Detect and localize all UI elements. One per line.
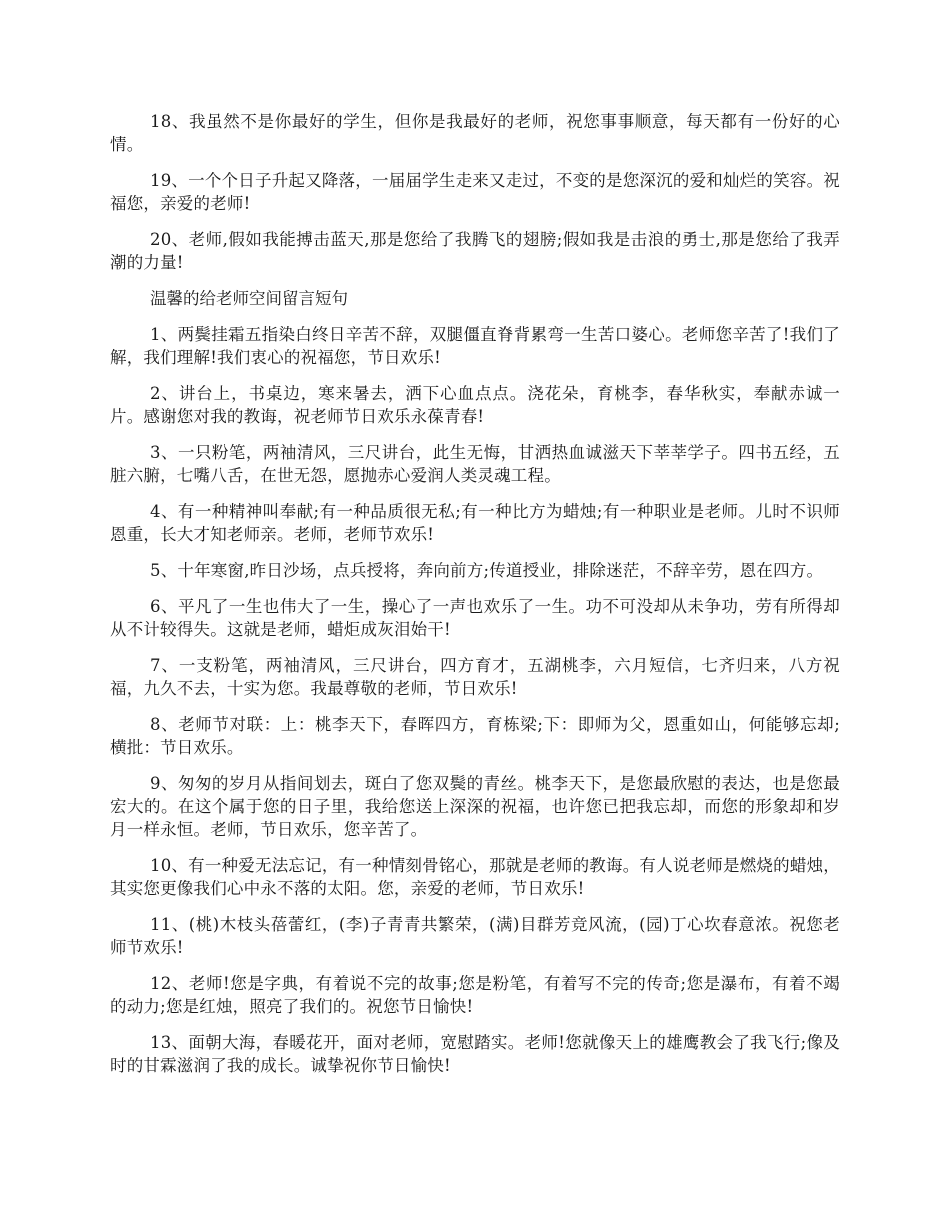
paragraph-4: 4、有一种精神叫奉献;有一种品质很无私;有一种比方为蜡烛;有一种职业是老师。儿时不识师恩重，长大才知老师亲。老师，老师节欢乐!: [110, 502, 840, 544]
paragraph-12: 12、老师!您是字典，有着说不完的故事;您是粉笔，有着写不完的传奇;您是瀑布，有着不竭的动力;您是红烛，照亮了我们的。祝您节日愉快!: [110, 974, 840, 1016]
paragraph-1: 1、两鬓挂霜五指染白终日辛苦不辞，双腿僵直脊背累弯一生苦口婆心。老师您辛苦了!我们了解，我们理解!我们衷心的祝福您，节日欢乐!: [110, 325, 840, 367]
paragraph-2: 2、讲台上，书桌边，寒来暑去，洒下心血点点。浇花朵，育桃李，春华秋实，奉献赤诚一片。感谢您对我的教诲，祝老师节日欢乐永葆青春!: [110, 384, 840, 426]
paragraph-3: 3、一只粉笔，两袖清风，三尺讲台，此生无悔，甘洒热血诚滋天下莘莘学子。四书五经，五脏六腑，七嘴八舌，在世无怨，愿抛赤心爱润人类灵魂工程。: [110, 443, 840, 485]
paragraph-7: 7、一支粉笔，两袖清风，三尺讲台，四方育才，五湖桃李，六月短信，七齐归来，八方祝福，九久不去，十实为您。我最尊敬的老师，节日欢乐!: [110, 656, 840, 698]
paragraph-5: 5、十年寒窗,昨日沙场，点兵授将，奔向前方;传道授业，排除迷茫，不辞辛劳，恩在四方。: [150, 561, 824, 580]
paragraph-6: 6、平凡了一生也伟大了一生，操心了一声也欢乐了一生。功不可没却从未争功，劳有所得却从不计较得失。这就是老师，蜡炬成灰泪始干!: [110, 597, 840, 639]
paragraph-19: 19、一个个日子升起又降落，一届届学生走来又走过，不变的是您深沉的爱和灿烂的笑容。祝福您，亲爱的老师!: [110, 171, 840, 213]
paragraph-18: 18、我虽然不是你最好的学生，但你是我最好的老师，祝您事事顺意，每天都有一份好的心情。: [110, 112, 840, 154]
paragraph-20: 20、老师,假如我能搏击蓝天,那是您给了我腾飞的翅膀;假如我是击浪的勇士,那是您给了我弄潮的力量!: [110, 230, 840, 272]
document-page: [110, 110, 840, 1090]
paragraph-8: 8、老师节对联：上：桃李天下，春晖四方，育栋梁;下：即师为父，恩重如山，何能够忘却;横批：节日欢乐。: [110, 715, 840, 757]
paragraph-10: 10、有一种爱无法忘记，有一种情刻骨铭心，那就是老师的教诲。有人说老师是燃烧的蜡烛，其实您更像我们心中永不落的太阳。您，亲爱的老师，节日欢乐!: [110, 856, 840, 898]
section-heading: 温馨的给老师空间留言短句: [150, 289, 348, 308]
paragraph-13: 13、面朝大海，春暖花开，面对老师，宽慰踏实。老师!您就像天上的雄鹰教会了我飞行;像及时的甘霖滋润了我的成长。诚挚祝你节日愉快!: [110, 1033, 840, 1075]
paragraph-11: 11、(桃)木枝头蓓蕾红，(李)子青青共繁荣，(满)目群芳竞风流，(园)丁心坎春意浓。祝您老师节欢乐!: [110, 915, 840, 957]
paragraph-9: 9、匆匆的岁月从指间划去，斑白了您双鬓的青丝。桃李天下，是您最欣慰的表达，也是您最宏大的。在这个属于您的日子里，我给您送上深深的祝福，也许您已把我忘却，而您的形象却和岁月一样永恒。老师，节日欢乐，您辛苦了。: [110, 774, 840, 839]
